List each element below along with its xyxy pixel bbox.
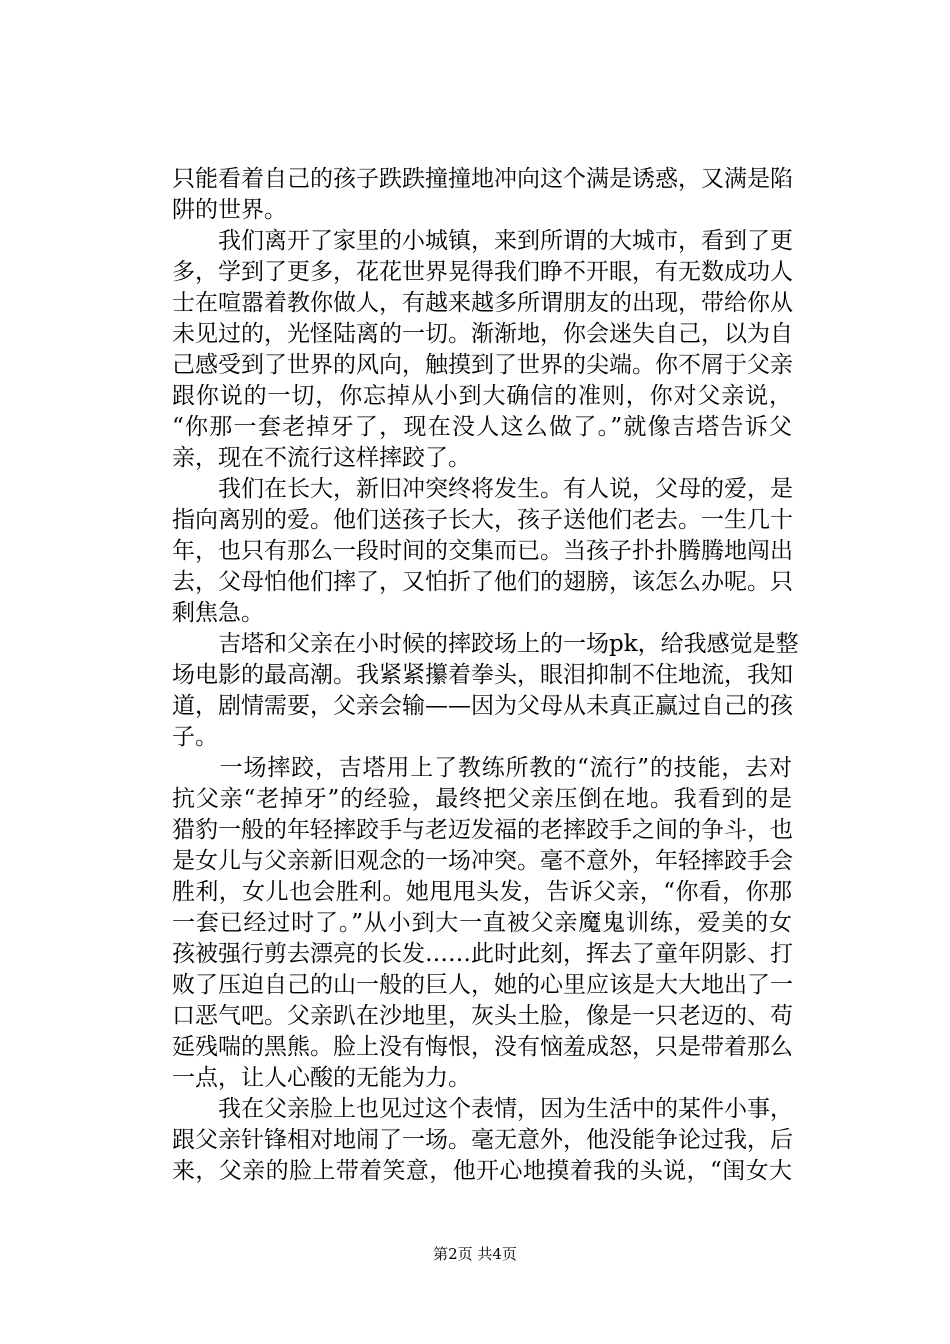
text-line: 亲，现在不流行这样摔跤了。 bbox=[172, 445, 471, 471]
text-line: 年，也只有那么一段时间的交集而已。当孩子扑扑腾腾地闯出 bbox=[172, 538, 793, 564]
text-line: “你那一套老掉牙了，现在没人这么做了。”就像吉塔告诉父 bbox=[172, 414, 792, 440]
text-line: 去，父母怕他们摔了，又怕折了他们的翅膀，该怎么办呢。只 bbox=[172, 569, 793, 595]
text-line: 道，剧情需要，父亲会输——因为父母从未真正赢过自己的孩 bbox=[172, 693, 793, 719]
text-line: 孩被强行剪去漂亮的长发……此时此刻，挥去了童年阴影、打 bbox=[172, 941, 793, 967]
text-line: 一场摔跤，吉塔用上了教练所教的“流行”的技能，去对 bbox=[172, 755, 792, 781]
text-line: 跟你说的一切，你忘掉从小到大确信的准则，你对父亲说， bbox=[172, 383, 792, 409]
text-line: 胜利，女儿也会胜利。她甩甩头发，告诉父亲，“你看，你那 bbox=[172, 879, 792, 905]
text-line: 吉塔和父亲在小时候的摔跤场上的一场pk，给我感觉是整 bbox=[172, 631, 799, 657]
page-footer: 第2页 共4页 bbox=[433, 1245, 517, 1263]
text-line: 场电影的最高潮。我紧紧攥着拳头，眼泪抑制不住地流，我知 bbox=[172, 662, 793, 688]
text-line: 猎豹一般的年轻摔跤手与老迈发福的老摔跤手之间的争斗，也 bbox=[172, 817, 793, 843]
text-line: 是女儿与父亲新旧观念的一场冲突。毫不意外，年轻摔跤手会 bbox=[172, 848, 793, 874]
text-line: 抗父亲“老掉牙”的经验，最终把父亲压倒在地。我看到的是 bbox=[172, 786, 792, 812]
text-line: 败了压迫自己的山一般的巨人，她的心里应该是大大地出了一 bbox=[172, 972, 793, 998]
text-line: 未见过的，光怪陆离的一切。渐渐地，你会迷失自己，以为自 bbox=[172, 321, 793, 347]
text-line: 我在父亲脸上也见过这个表情，因为生活中的某件小事， bbox=[172, 1096, 793, 1122]
text-line: 跟父亲针锋相对地闹了一场。毫无意外，他没能争论过我，后 bbox=[172, 1127, 793, 1153]
text-line: 剩焦急。 bbox=[172, 600, 264, 626]
text-line: 多，学到了更多，花花世界晃得我们睁不开眼，有无数成功人 bbox=[172, 259, 793, 285]
text-line: 一套已经过时了。”从小到大一直被父亲魔鬼训练，爱美的女 bbox=[172, 910, 792, 936]
text-line: 口恶气吧。父亲趴在沙地里，灰头土脸，像是一只老迈的、苟 bbox=[172, 1003, 793, 1029]
text-line: 一点，让人心酸的无能为力。 bbox=[172, 1065, 471, 1091]
text-line: 己感受到了世界的风向，触摸到了世界的尖端。你不屑于父亲 bbox=[172, 352, 793, 378]
text-line: 来，父亲的脸上带着笑意，他开心地摸着我的头说，“闺女大 bbox=[172, 1158, 792, 1184]
text-line: 阱的世界。 bbox=[172, 197, 287, 223]
text-line: 士在喧嚣着教你做人，有越来越多所谓朋友的出现，带给你从 bbox=[172, 290, 793, 316]
text-line: 子。 bbox=[172, 724, 218, 750]
text-line: 我们在长大，新旧冲突终将发生。有人说，父母的爱，是 bbox=[172, 476, 793, 502]
text-line: 我们离开了家里的小城镇，来到所谓的大城市，看到了更 bbox=[172, 228, 793, 254]
text-line: 延残喘的黑熊。脸上没有悔恨，没有恼羞成怒，只是带着那么 bbox=[172, 1034, 793, 1060]
text-line: 只能看着自己的孩子跌跌撞撞地冲向这个满是诱惑，又满是陷 bbox=[172, 166, 793, 192]
text-line: 指向离别的爱。他们送孩子长大，孩子送他们老去。一生几十 bbox=[172, 507, 793, 533]
